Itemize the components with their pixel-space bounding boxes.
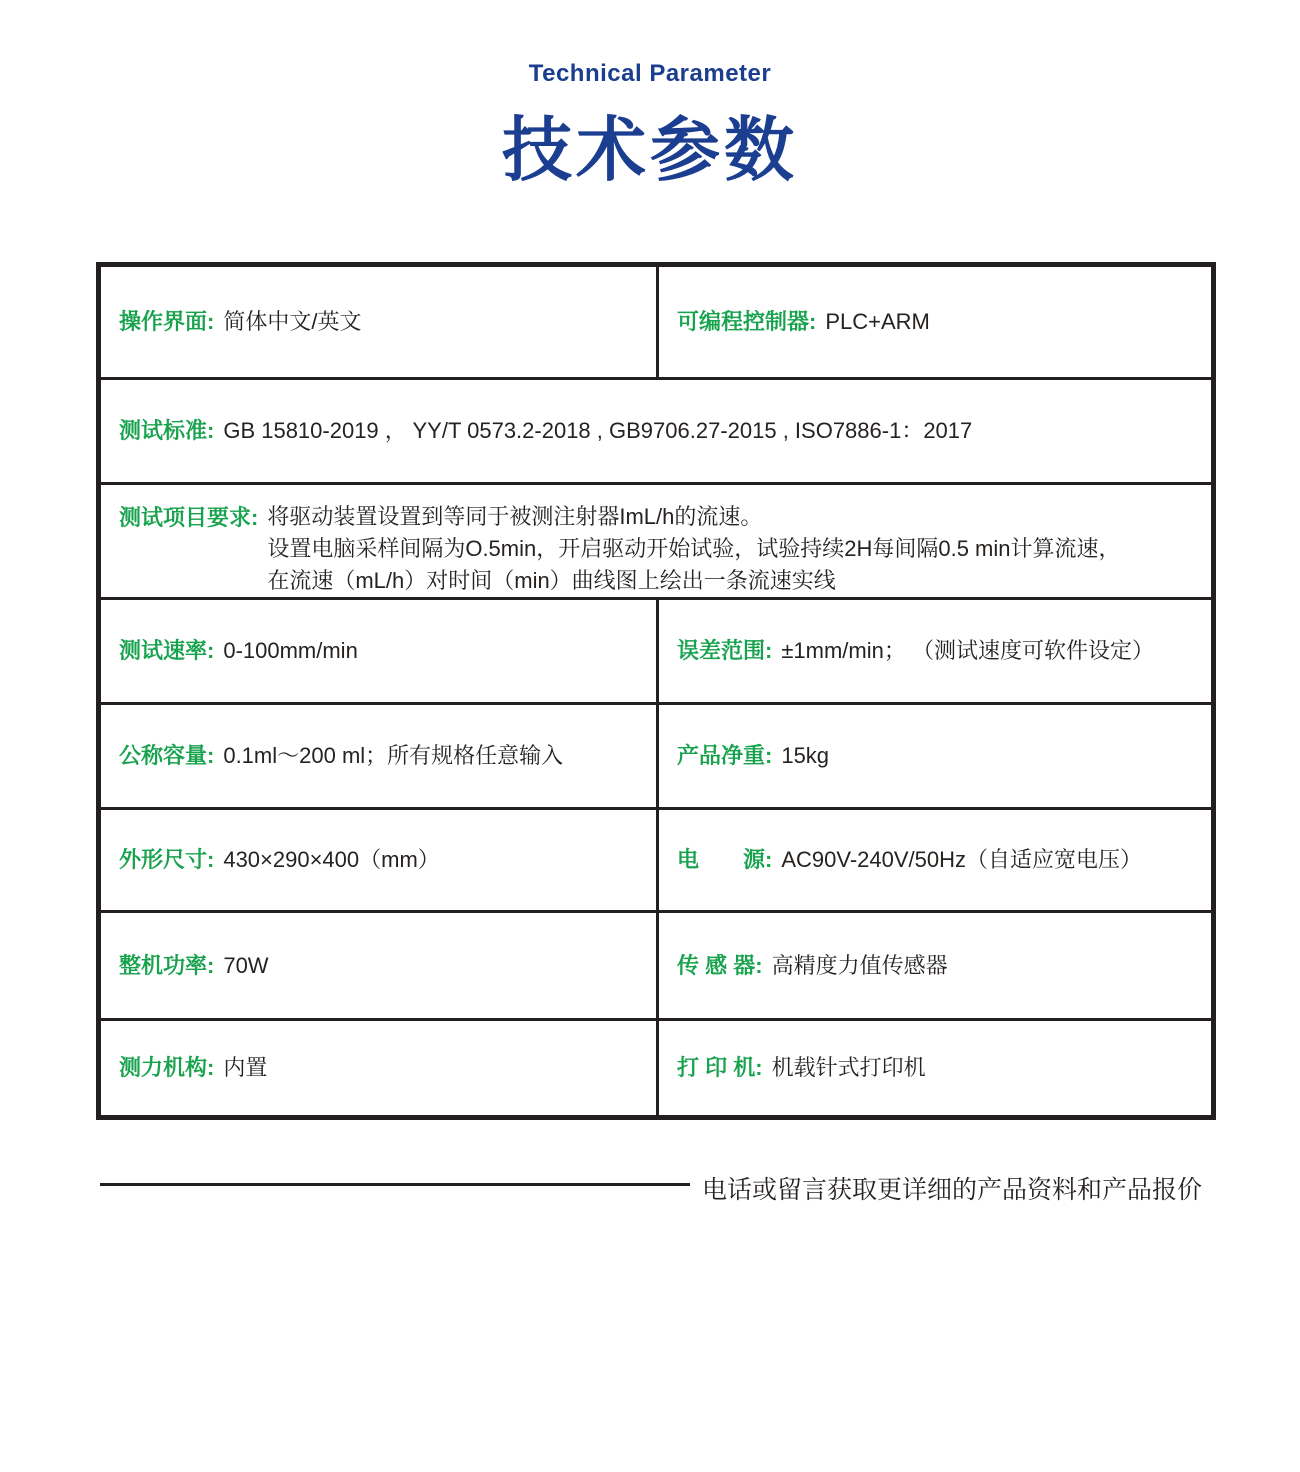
table-row bbox=[101, 377, 1211, 482]
cell-nominal-capacity bbox=[101, 705, 656, 807]
cell-label: 测试标准: bbox=[119, 418, 215, 444]
cell-value: PLC+ARM bbox=[825, 309, 930, 335]
cell-error-range bbox=[656, 600, 1211, 702]
table-row bbox=[101, 1018, 1211, 1115]
table-row bbox=[101, 807, 1211, 910]
cell-force-mechanism bbox=[101, 1021, 656, 1115]
requirement-line: 将驱动装置设置到等同于被测注射器ImL/h的流速。 bbox=[267, 504, 763, 529]
cell-value: AC90V-240V/50Hz（自适应宽电压） bbox=[781, 847, 1142, 873]
cell-value: 430×290×400（mm） bbox=[223, 847, 440, 873]
cell-label: 打 印 机: bbox=[677, 1055, 763, 1081]
cell-label: 测试项目要求: bbox=[119, 505, 259, 530]
cell-printer bbox=[656, 1021, 1211, 1115]
cell-value: 0.1ml～200 ml；所有规格任意输入 bbox=[223, 743, 564, 769]
subtitle-english: Technical Parameter bbox=[528, 60, 772, 87]
cell-value: ±1mm/min； （测试速度可软件设定） bbox=[781, 638, 1154, 664]
cell-test-standard bbox=[101, 380, 1211, 482]
cell-value: 0-100mm/min bbox=[223, 638, 358, 664]
table-row bbox=[101, 267, 1211, 377]
cell-dimensions bbox=[101, 810, 656, 910]
page-title: 技术参数 bbox=[502, 111, 798, 189]
cell-label: 误差范围: bbox=[677, 638, 773, 664]
footer-divider-line bbox=[100, 1183, 690, 1186]
cell-value: 简体中文/英文 bbox=[223, 309, 362, 335]
cell-label: 电 源: bbox=[677, 847, 773, 873]
table-row bbox=[101, 910, 1211, 1018]
requirement-line: 在流速（mL/h）对时间（min）曲线图上绘出一条流速实线 bbox=[267, 568, 836, 593]
cell-value: GB 15810-2019 ， YY/T 0573.2-2018 , GB9706.27-2015 , ISO7886-1：2017 bbox=[223, 418, 973, 444]
cell-label: 测力机构: bbox=[119, 1055, 215, 1081]
cell-value: 高精度力值传感器 bbox=[771, 952, 948, 978]
cell-net-weight bbox=[656, 705, 1211, 807]
cell-test-speed bbox=[101, 600, 656, 702]
cell-label: 传 感 器: bbox=[677, 952, 763, 978]
footer-contact-note: 电话或留言获取更详细的产品资料和产品报价 bbox=[702, 1176, 1203, 1204]
cell-label: 公称容量: bbox=[119, 743, 215, 769]
cell-power-supply bbox=[656, 810, 1211, 910]
cell-label: 整机功率: bbox=[119, 952, 215, 978]
cell-label: 操作界面: bbox=[119, 309, 215, 335]
requirement-line: 设置电脑采样间隔为O.5min，开启驱动开始试验，试验持续2H每间隔0.5 min计算流速， bbox=[267, 536, 1121, 561]
table-row bbox=[101, 597, 1211, 702]
cell-value: 70W bbox=[223, 952, 269, 978]
cell-test-requirements bbox=[101, 485, 1211, 597]
cell-label: 外形尺寸: bbox=[119, 847, 215, 873]
cell-value bbox=[267, 501, 1120, 597]
table-row bbox=[101, 702, 1211, 807]
cell-sensor bbox=[656, 913, 1211, 1018]
cell-value: 机载针式打印机 bbox=[771, 1055, 926, 1081]
cell-label: 可编程控制器: bbox=[677, 309, 817, 335]
cell-label: 测试速率: bbox=[119, 638, 215, 664]
cell-operation-interface bbox=[101, 267, 656, 377]
cell-value: 15kg bbox=[781, 743, 830, 769]
cell-programmable-controller bbox=[656, 267, 1211, 377]
cell-value: 内置 bbox=[223, 1055, 268, 1081]
spec-table bbox=[96, 262, 1216, 1120]
cell-total-power bbox=[101, 913, 656, 1018]
table-row bbox=[101, 482, 1211, 597]
cell-label: 产品净重: bbox=[677, 743, 773, 769]
